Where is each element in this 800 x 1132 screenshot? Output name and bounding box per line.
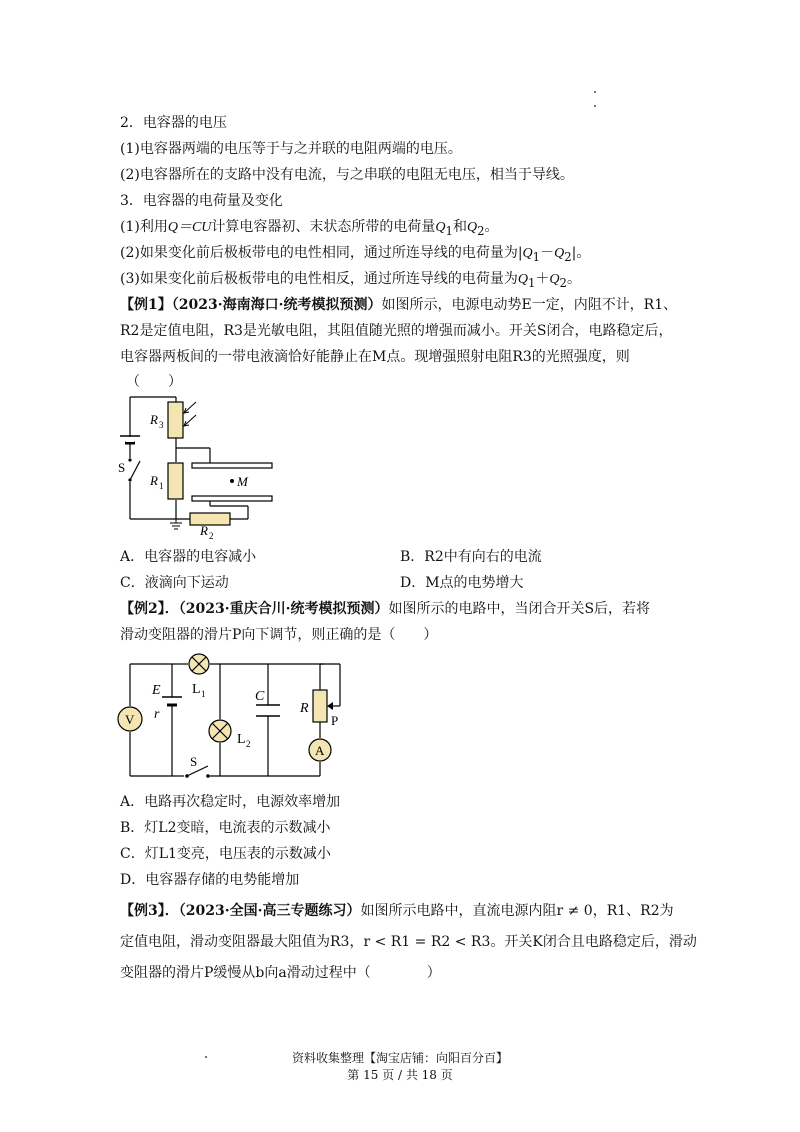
text: 计算电容器初、末状态所带的电荷量 (211, 219, 436, 235)
section2-item2: (2)电容器所在的支路中没有电流，与之串联的电阻无电压，相当于导线。 (120, 167, 574, 183)
label-E: E (152, 683, 161, 698)
rheostat-R (313, 690, 327, 722)
text: 和 (452, 219, 467, 235)
example2-line2: 滑动变阻器的滑片P向下调节，则正确的是（ ） (120, 627, 438, 643)
label-R2: R (200, 523, 208, 538)
label-L2-sub: 2 (246, 739, 251, 749)
var: Q (549, 272, 560, 287)
sub: 2 (477, 223, 485, 238)
example-source: （2023·海南海口·统考模拟预测） (171, 297, 382, 313)
example3-line2: 定值电阻，滑动变阻器最大阻值为R3，r < R1 = R2 < R3。开关K闭合且电路稳定后，滑动 (120, 934, 697, 950)
text: 。 (484, 219, 499, 235)
label-M: M (237, 474, 248, 489)
example1-line3: 电容器两板间的一带电液滴恰好能静止在M点。现增强照射电阻R3的光照强度，则 (120, 349, 630, 365)
text: 如图所示电路中，直流电源内阻r ≠ 0，R1、R2为 (360, 903, 674, 919)
label-A: A (315, 743, 325, 758)
var: Q (466, 220, 478, 235)
example2-option-c[interactable]: C．灯L1变亮，电压表的示数减小 (120, 846, 331, 862)
label-S: S (190, 754, 198, 769)
label-R3-sub: 3 (159, 420, 164, 430)
text: (1)利用 (120, 219, 168, 235)
sub: 1 (445, 223, 453, 238)
text: |。 (571, 245, 591, 261)
example1-paren: （ ） (126, 374, 182, 390)
example3-line1 (120, 901, 674, 921)
example1-option-d[interactable]: D．M点的电势增大 (400, 575, 524, 591)
example-tag: 【例3】． (120, 903, 179, 919)
label-L2: L (237, 732, 246, 747)
text: － (540, 245, 555, 261)
example2-option-a[interactable]: A．电路再次稳定时，电源效率增加 (120, 794, 341, 810)
text: 如图所示，电源电动势E一定，内阻不计，R1、 (381, 297, 678, 313)
label-R: R (300, 701, 309, 716)
var: Q (554, 246, 565, 261)
label-L1-sub: 1 (201, 689, 206, 699)
label-C: C (255, 689, 265, 704)
label-S: S (118, 460, 126, 475)
example3-line3: 变阻器的滑片P缓慢从b向a滑动过程中（ ） (120, 965, 441, 981)
section3-heading: 3．电容器的电荷量及变化 (120, 193, 283, 209)
slider-arrow (327, 702, 333, 710)
section2-heading: 2．电容器的电压 (120, 115, 227, 131)
label-R2-sub: 2 (209, 531, 214, 541)
label-R3: R (150, 412, 158, 427)
var: Q (522, 246, 533, 261)
footer-source: 资料收集整理【淘宝店铺：向阳百分百】 (291, 1051, 508, 1065)
text: 如图所示的电路中，当闭合开关S后，若将 (388, 601, 651, 617)
var: Q (517, 272, 528, 287)
label-r: r (154, 707, 160, 722)
sub: 1 (527, 275, 536, 290)
example1-option-a[interactable]: A．电容器的电容减小 (120, 549, 257, 565)
formula: Q＝CU (167, 220, 212, 235)
text: (3)如果变化前后极板带电的电性相反，通过所连导线的电荷量为 (120, 271, 518, 287)
text: (2)如果变化前后极板带电的电性相同，通过所连导线的电荷量为| (120, 245, 523, 261)
var: Q (435, 220, 446, 235)
example-tag: 【例2】． (120, 601, 179, 617)
label-P: P (331, 713, 339, 728)
text: 。 (566, 271, 581, 287)
example1-option-c[interactable]: C．液滴向下运动 (120, 575, 229, 591)
label-V: V (125, 712, 135, 727)
label-L1: L (192, 682, 201, 697)
text: ＋ (535, 271, 550, 287)
sub: 2 (564, 249, 572, 264)
footer-page-number: 第 15 页 / 共 18 页 (347, 1068, 453, 1082)
example-source: （2023·全国·高三专题练习） (178, 903, 361, 919)
sub: 2 (559, 275, 567, 290)
label-R1: R (150, 473, 158, 488)
example2-option-b[interactable]: B．灯L2变暗，电流表的示数减小 (120, 820, 331, 836)
example1-line2: R2是定值电阻，R3是光敏电阻，其阻值随光照的增强而减小。开关S闭合，电路稳定后， (120, 323, 673, 339)
sub: 1 (532, 249, 541, 264)
label-R1-sub: 1 (159, 481, 164, 491)
section2-item1: (1)电容器两端的电压等于与之并联的电阻两端的电压。 (120, 141, 462, 157)
example2-option-d[interactable]: D．电容器存储的电势能增加 (120, 872, 300, 888)
example-tag: 【例1】 (120, 297, 172, 313)
example-source: （2023·重庆合川·统考模拟预测） (178, 601, 389, 617)
example1-option-b[interactable]: B．R2中有向右的电流 (400, 549, 542, 565)
